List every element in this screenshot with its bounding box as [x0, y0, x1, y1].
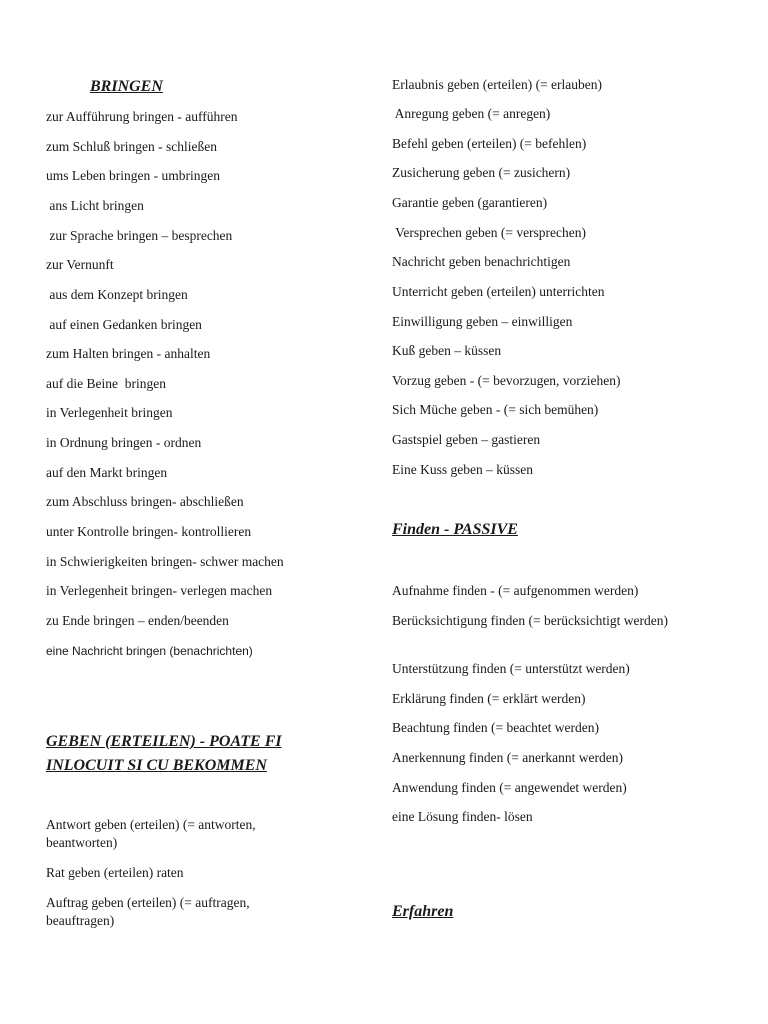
geben-item: Sich Müche geben - (= sich bemühen) — [392, 402, 599, 417]
geben-item: Nachricht geben benachrichtigen — [392, 254, 571, 269]
finden-item: eine Lösung finden- lösen — [392, 809, 533, 824]
geben-item: Anregung geben (= anregen) — [392, 106, 551, 121]
finden-item: Unterstützung finden (= unterstützt werden) — [392, 661, 630, 676]
bringen-item: in Ordnung bringen - ordnen — [46, 435, 202, 450]
finden-item: Erklärung finden (= erklärt werden) — [392, 691, 586, 706]
bringen-item: unter Kontrolle bringen- kontrollieren — [46, 524, 252, 539]
geben-item: Vorzug geben - (= bevorzugen, vorziehen) — [392, 373, 621, 388]
bringen-item: zu Ende bringen – enden/beenden — [46, 613, 229, 628]
geben-item: Befehl geben (erteilen) (= befehlen) — [392, 136, 587, 151]
finden-item: Beachtung finden (= beachtet werden) — [392, 720, 600, 735]
bringen-item: in Verlegenheit bringen- verlegen machen — [46, 583, 273, 598]
bringen-item: zum Halten bringen - anhalten — [46, 346, 211, 361]
finden-item: Anwendung finden (= angewendet werden) — [392, 780, 627, 795]
bringen-item: auf einen Gedanken bringen — [46, 317, 202, 332]
bringen-item: zum Abschluss bringen- abschließen — [46, 494, 244, 509]
bringen-item: zur Sprache bringen – besprechen — [46, 228, 233, 243]
geben-item: Eine Kuss geben – küssen — [392, 462, 533, 477]
bringen-item: auf die Beine bringen — [46, 376, 166, 391]
geben-item: Einwilligung geben – einwilligen — [392, 314, 573, 329]
geben-heading: GEBEN (ERTEILEN) - POATE FI INLOCUIT SI CU BEKOMMEN — [46, 733, 282, 774]
finden-heading: Finden - PASSIVE — [392, 521, 518, 538]
geben-item: Unterricht geben (erteilen) unterrichten — [392, 284, 605, 299]
bringen-item: in Verlegenheit bringen — [46, 405, 173, 420]
bringen-item: zur Aufführung bringen - aufführen — [46, 109, 238, 124]
bringen-item: ums Leben bringen - umbringen — [46, 168, 220, 183]
finden-item: Anerkennung finden (= anerkannt werden) — [392, 750, 624, 765]
finden-item: Aufnahme finden - (= aufgenommen werden) — [392, 583, 639, 598]
bringen-item: zum Schluß bringen - schließen — [46, 139, 217, 154]
geben-item: Erlaubnis geben (erteilen) (= erlauben) — [392, 77, 603, 92]
geben-item: Kuß geben – küssen — [392, 343, 502, 358]
bringen-item: in Schwierigkeiten bringen- schwer machen — [46, 554, 284, 569]
bringen-item: eine Nachricht bringen (benachrichten) — [46, 644, 253, 658]
erfahren-heading: Erfahren — [392, 903, 454, 920]
bringen-heading: BRINGEN — [90, 78, 163, 95]
geben-item: Rat geben (erteilen) raten — [46, 865, 184, 880]
bringen-item: auf den Markt bringen — [46, 465, 168, 480]
geben-item: Versprechen geben (= versprechen) — [392, 225, 587, 240]
bringen-item: ans Licht bringen — [46, 198, 144, 213]
geben-item: Auftrag geben (erteilen) (= auftragen, beauftragen) — [46, 895, 250, 928]
geben-item: Gastspiel geben – gastieren — [392, 432, 541, 447]
bringen-item: aus dem Konzept bringen — [46, 287, 188, 302]
geben-item: Garantie geben (garantieren) — [392, 195, 548, 210]
bringen-item: zur Vernunft — [46, 257, 114, 272]
geben-item: Antwort geben (erteilen) (= antworten, beantworten) — [46, 817, 256, 850]
finden-item: Berücksichtigung finden (= berücksichtigt werden) — [392, 613, 669, 628]
geben-item: Zusicherung geben (= zusichern) — [392, 165, 571, 180]
